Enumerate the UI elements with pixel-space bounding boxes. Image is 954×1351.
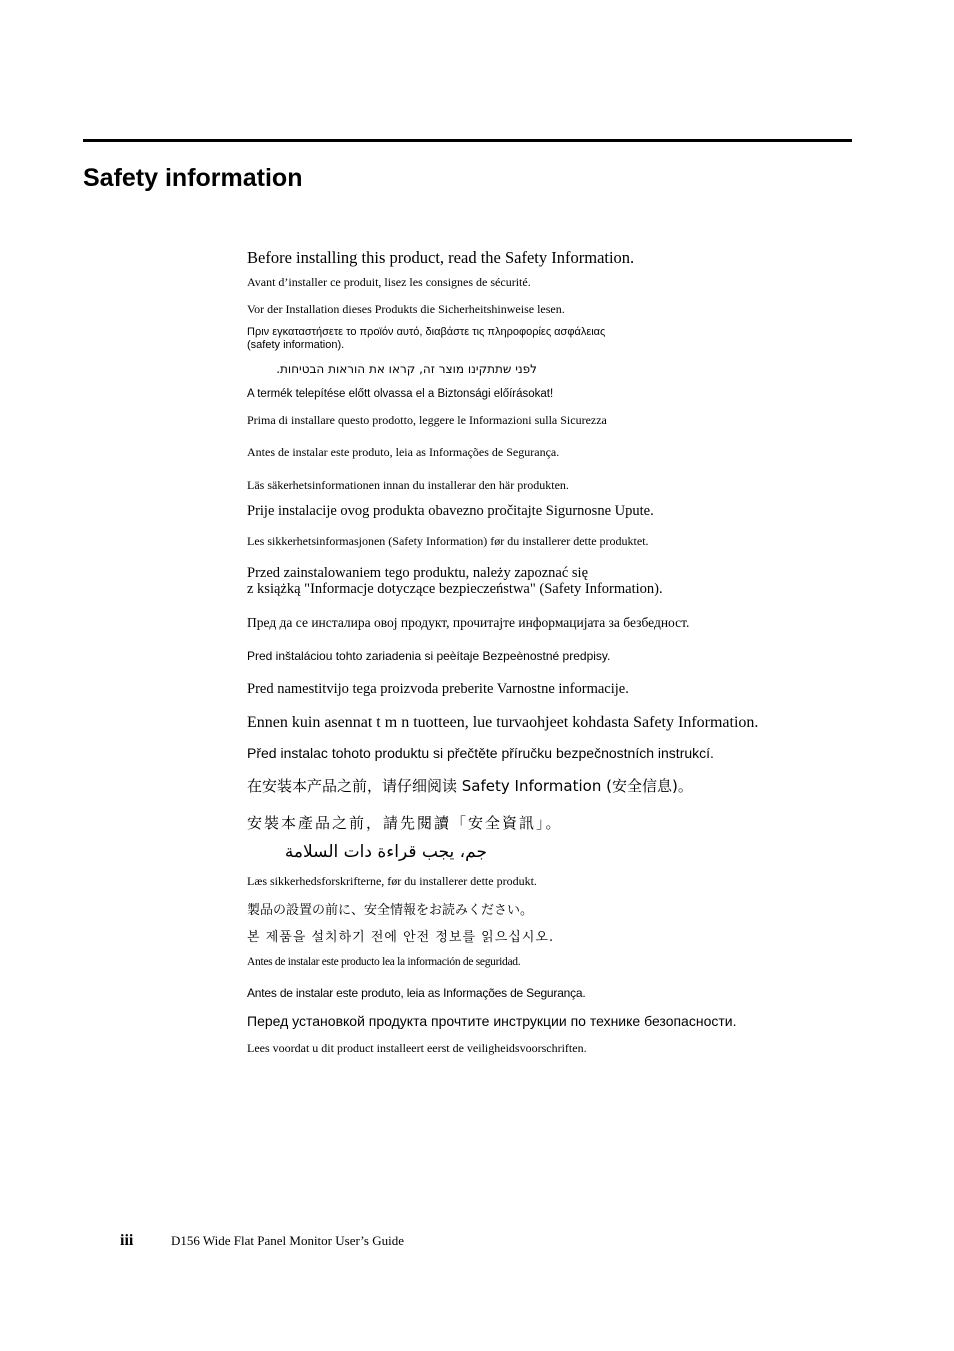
notice-czech: Před instalac tohoto produktu si přečtěte příručku bezpečnostních instrukcí.	[247, 745, 714, 761]
notice-croatian: Prije instalacije ovog produkta obavezno pročitajte Sigurnosne Upute.	[247, 503, 654, 519]
footer-page-number: iii	[120, 1232, 134, 1249]
notice-english: Before installing this product, read the Safety Information.	[247, 248, 635, 267]
notice-portuguese-br: Antes de instalar este produto, leia as Informações de Segurança.	[247, 445, 560, 459]
notice-polish-line2: z książką "Informacje dotyczące bezpieczeństwa" (Safety Information).	[247, 581, 663, 597]
notice-macedonian: Пред да се инсталира овој продукт, прочитајте информацијата за безбедност.	[247, 615, 690, 630]
notice-greek-line2: (safety information).	[247, 339, 345, 351]
notice-norwegian: Les sikkerhetsinformasjonen (Safety Information) før du installerer dette produktet.	[247, 534, 649, 548]
notice-greek-line1: Πριν εγκαταστήσετε το προϊόν αυτό, διαβάστε τις πληροφορίες ασφάλειας	[247, 326, 606, 338]
notice-dutch: Lees voordat u dit product installeert eerst de veiligheidsvoorschriften.	[247, 1041, 587, 1055]
notice-hungarian: A termék telepítése előtt olvassa el a Biztonsági előírásokat!	[247, 388, 554, 400]
title-rule	[83, 139, 852, 142]
notice-chinese-simplified: 在安装本产品之前，请仔细阅读 Safety Information (安全信息)。	[247, 777, 693, 795]
notice-spanish: Antes de instalar este producto lea la información de seguridad.	[247, 956, 521, 968]
notice-danish: Læs sikkerhedsforskrifterne, før du installerer dette produkt.	[247, 874, 537, 888]
notice-italian: Prima di installare questo prodotto, leggere le Informazioni sulla Sicurezza	[247, 413, 607, 427]
notice-portuguese: Antes de instalar este produto, leia as Informações de Segurança.	[247, 986, 586, 1000]
notice-german: Vor der Installation dieses Produkts die Sicherheitshinweise lesen.	[247, 302, 565, 316]
notice-korean: 본 제품을 설치하기 전에 안전 정보를 읽으십시오.	[247, 930, 555, 945]
notice-chinese-traditional: 安裝本產品之前，請先閱讀「安全資訊」。	[247, 814, 563, 832]
notice-arabic: جم، يجب قراءة دات السلامة	[284, 842, 487, 862]
notice-swedish: Läs säkerhetsinformationen innan du installerar den här produkten.	[247, 478, 569, 492]
notice-russian: Перед установкой продукта прочтите инструкции по технике безопасности.	[247, 1013, 737, 1029]
notice-finnish: Ennen kuin asennat t m n tuotteen, lue turvaohjeet kohdasta Safety Information.	[247, 714, 759, 731]
notice-hebrew: לפני שתתקינו מוצר זה, קראו את הוראות הבטיחות.	[276, 362, 537, 376]
page-title: Safety information	[83, 164, 303, 192]
notice-polish-line1: Przed zainstalowaniem tego produktu, należy zapoznać się	[247, 565, 589, 581]
notice-slovak: Pred inštaláciou tohto zariadenia si peèítaje Bezpeènostné predpisy.	[247, 649, 611, 663]
notice-slovenian: Pred namestitvijo tega proizvoda preberite Varnostne informacije.	[247, 681, 629, 697]
footer-doc-title: D156 Wide Flat Panel Monitor User’s Guide	[171, 1233, 404, 1248]
notice-japanese: 製品の設置の前に、安全情報をお読みください。	[247, 903, 534, 918]
notice-french: Avant d’installer ce produit, lisez les consignes de sécurité.	[247, 275, 531, 289]
